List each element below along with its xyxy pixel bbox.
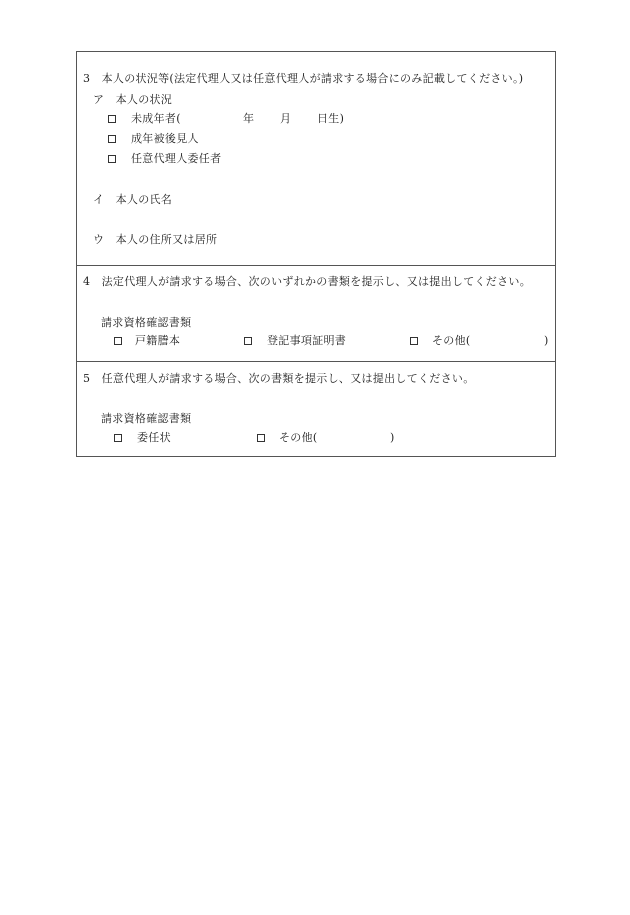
birth-year-label: 年 xyxy=(243,112,255,125)
section4-doc-label: 請求資格確認書類 xyxy=(101,316,192,329)
section3-status-label: ア 本人の状況 xyxy=(93,93,173,106)
section4-other-close: ) xyxy=(544,334,549,347)
principal-option-label: 任意代理人委任者 xyxy=(131,152,222,165)
adult-ward-checkbox[interactable] xyxy=(108,135,116,143)
minor-option-label: 未成年者( xyxy=(131,112,181,125)
person-address-label: ウ 本人の住所又は居所 xyxy=(93,233,218,246)
person-name-label: イ 本人の氏名 xyxy=(93,193,173,206)
minor-checkbox[interactable] xyxy=(108,115,116,123)
section5-heading: 5 任意代理人が請求する場合、次の書類を提示し、又は提出してください。 xyxy=(83,372,475,385)
section4-heading: 4 法定代理人が請求する場合、次のいずれかの書類を提示し、又は提出してください。 xyxy=(83,275,531,288)
section5-doc-label: 請求資格確認書類 xyxy=(101,412,192,425)
registry-certificate-checkbox[interactable] xyxy=(244,337,252,345)
section3-heading: 3 本人の状況等(法定代理人又は任意代理人が請求する場合にのみ記載してください。) xyxy=(83,72,524,85)
family-register-checkbox[interactable] xyxy=(114,337,122,345)
section5-other-close: ) xyxy=(390,431,395,444)
section4-other-checkbox[interactable] xyxy=(410,337,418,345)
power-of-attorney-checkbox[interactable] xyxy=(114,434,122,442)
birth-month-label: 月 xyxy=(280,112,292,125)
section-divider xyxy=(77,265,555,266)
principal-checkbox[interactable] xyxy=(108,155,116,163)
section5-other-checkbox[interactable] xyxy=(257,434,265,442)
request-form-continuation xyxy=(76,51,556,457)
section5-other-label: その他( xyxy=(279,431,318,444)
registry-certificate-label: 登記事項証明書 xyxy=(267,334,347,347)
adult-ward-option-label: 成年被後見人 xyxy=(131,132,199,145)
section4-other-label: その他( xyxy=(432,334,471,347)
birth-day-label: 日生) xyxy=(317,112,345,125)
power-of-attorney-label: 委任状 xyxy=(137,431,171,444)
section-divider xyxy=(77,361,555,362)
family-register-label: 戸籍謄本 xyxy=(135,334,181,347)
